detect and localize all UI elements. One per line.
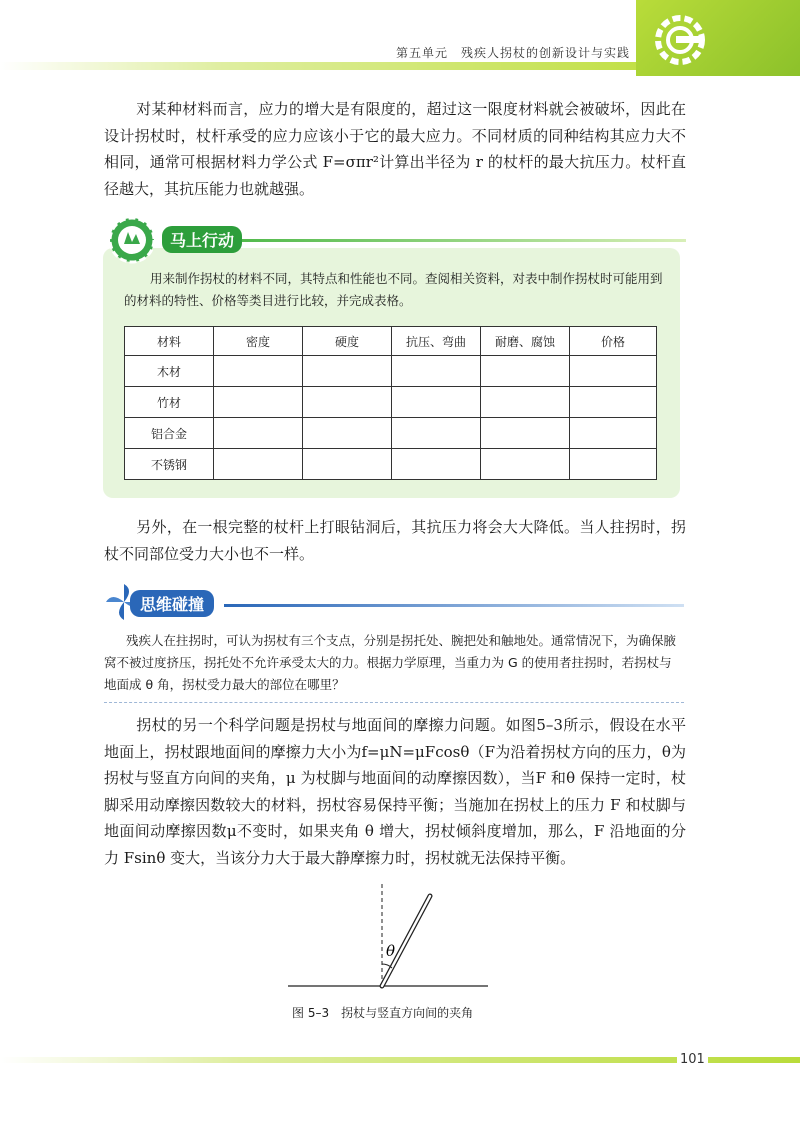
paragraph-1: 对某种材料而言，应力的增大是有限度的，超过这一限度材料就会被破坏，因此在设计拐杖时，杖杆承受的应力应该小于它的最大应力。不同材质的同种结构其应力大不相同，通常可根据材料力学公式 F=σπr²计算出半径为 r 的杖杆的最大抗压力。杖杆直径越大，其抗压能力也就越强。 <box>104 100 686 198</box>
table-cell-empty[interactable] <box>481 418 570 449</box>
gear-logo-icon <box>650 8 710 68</box>
table-cell-empty[interactable] <box>392 356 481 387</box>
think-header-line <box>224 604 684 607</box>
table-row-label: 铝合金 <box>125 418 214 449</box>
table-row <box>125 356 657 387</box>
table-cell-empty[interactable] <box>392 449 481 480</box>
unit-title: 第五单元 残疾人拐杖的创新设计与实践 <box>395 46 630 60</box>
page-number: 101 <box>677 1052 708 1067</box>
table-cell-empty[interactable] <box>570 356 657 387</box>
table-header-cell: 硬度 <box>303 327 392 356</box>
table-header-cell: 耐磨、腐蚀 <box>481 327 570 356</box>
paragraph-3: 拐杖的另一个科学问题是拐杖与地面间的摩擦力问题。如图5–3所示，假设在水平地面上，拐杖跟地面间的摩擦力大小为f=μN=μFcosθ（F为沿着拐杖方向的压力，θ为拐杖与竖直方向间的夹角，μ 为杖脚与地面间的动摩擦因数），当F 和θ 保持一定时，杖脚采用动摩擦因数较大的材料，拐杖容易保持平衡；当施加在拐杖上的压力 F 和杖脚与地面间动摩擦因数μ不变时，如果夹角 θ 增大，拐杖倾斜度增加，那么，F 沿地面的分力 Fsinθ 变大，当该分力大于最大静摩擦力时，拐杖就无法保持平衡。 <box>104 716 686 867</box>
table-row-label: 不锈钢 <box>125 449 214 480</box>
table-header-row <box>125 327 657 356</box>
table-cell-empty[interactable] <box>214 449 303 480</box>
table-header-cell: 抗压、弯曲 <box>392 327 481 356</box>
hand-gear-icon <box>106 214 158 266</box>
action-section-title: 马上行动 <box>162 226 242 253</box>
table-cell-empty[interactable] <box>214 356 303 387</box>
table-header-cell: 材料 <box>125 327 214 356</box>
table-cell-empty[interactable] <box>570 449 657 480</box>
think-question: 残疾人在拄拐时，可认为拐杖有三个支点，分别是拐托处、腕把处和触地处。通常情况下，为确保腋窝不被过度挤压，拐托处不允许承受太大的力。根据力学原理，当重力为 G 的使用者拄拐时，若拐杖与地面成 θ 角，拐杖受力最大的部位在哪里？ <box>104 630 684 703</box>
table-row-label: 木材 <box>125 356 214 387</box>
table-row <box>125 418 657 449</box>
figure-caption: 图 5–3 拐杖与竖直方向间的夹角 <box>292 1006 474 1020</box>
action-section-header <box>106 220 686 260</box>
table-cell-empty[interactable] <box>392 387 481 418</box>
table-cell-empty[interactable] <box>303 418 392 449</box>
header-bar <box>0 62 636 70</box>
table-cell-empty[interactable] <box>214 387 303 418</box>
angle-label: θ <box>386 942 396 960</box>
table-row <box>125 387 657 418</box>
table-cell-empty[interactable] <box>481 387 570 418</box>
table-cell-empty[interactable] <box>570 387 657 418</box>
action-header-line <box>226 239 686 242</box>
think-section-header <box>104 584 684 624</box>
table-cell-empty[interactable] <box>303 449 392 480</box>
table-cell-empty[interactable] <box>392 418 481 449</box>
table-cell-empty[interactable] <box>481 449 570 480</box>
table-cell-empty[interactable] <box>214 418 303 449</box>
crutch-angle-diagram <box>288 884 488 994</box>
materials-table <box>124 326 657 480</box>
table-cell-empty[interactable] <box>481 356 570 387</box>
paragraph-2: 另外，在一根完整的杖杆上打眼钻洞后，其抗压力将会大大降低。当人拄拐时，拐杖不同部位受力大小也不一样。 <box>104 518 686 563</box>
table-row <box>125 449 657 480</box>
action-instructions: 用来制作拐杖的材料不同，其特点和性能也不同。查阅相关资料，对表中制作拐杖时可能用到的材料的特性、价格等类目进行比较，并完成表格。 <box>124 271 663 308</box>
table-row-label: 竹材 <box>125 387 214 418</box>
table-header-cell: 价格 <box>570 327 657 356</box>
think-section-title: 思维碰撞 <box>130 590 214 617</box>
table-header-cell: 密度 <box>214 327 303 356</box>
table-cell-empty[interactable] <box>570 418 657 449</box>
table-cell-empty[interactable] <box>303 356 392 387</box>
table-cell-empty[interactable] <box>303 387 392 418</box>
